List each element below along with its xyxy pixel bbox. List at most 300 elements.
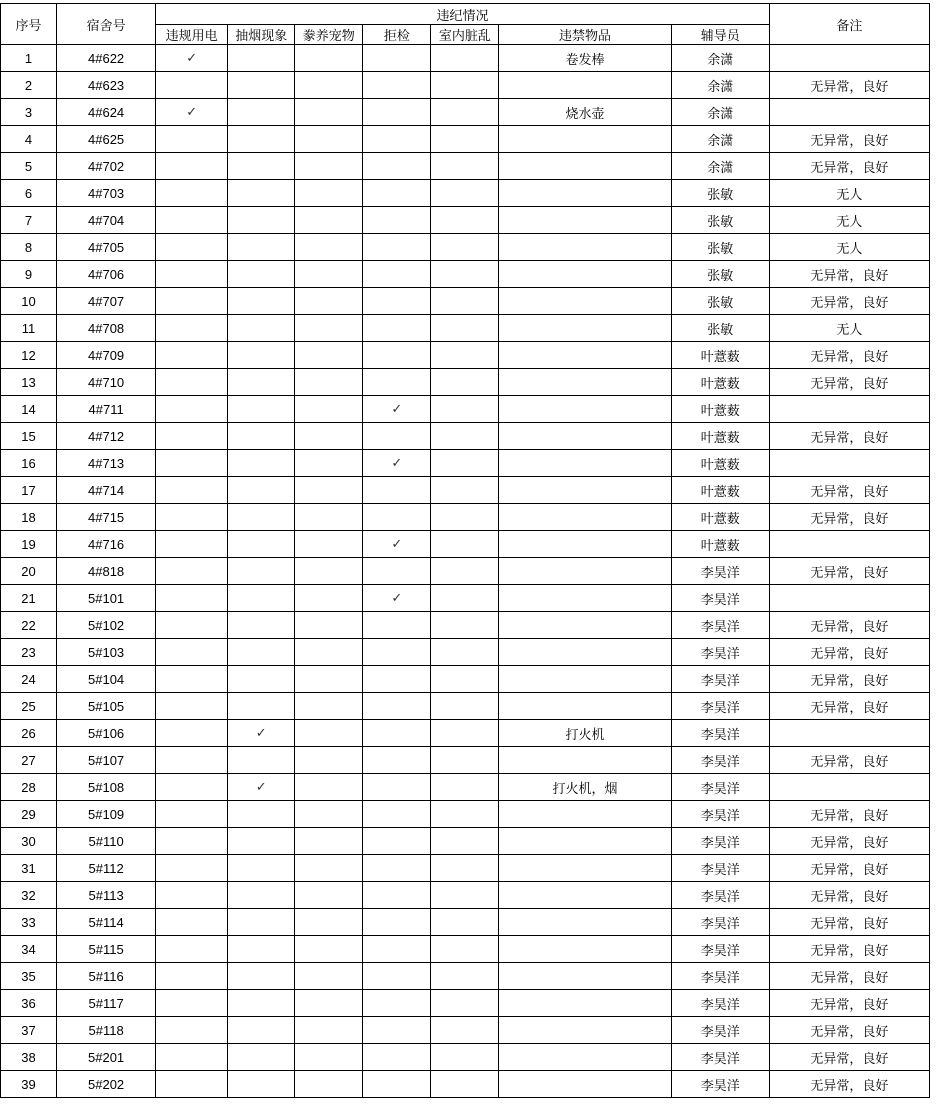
- dorm-inspection-table: [0, 3, 930, 1098]
- table-row: [1, 477, 930, 504]
- refuse-inspection-cell: [363, 747, 431, 774]
- smoking-cell: [228, 450, 295, 477]
- seq-cell: 12: [1, 342, 57, 369]
- messy-room-cell: [431, 180, 499, 207]
- table-row: [1, 558, 930, 585]
- messy-room-cell: [431, 126, 499, 153]
- illegal-electricity-cell: [156, 423, 228, 450]
- messy-room-cell: [431, 936, 499, 963]
- remark-cell: 无异常，良好: [769, 693, 929, 720]
- smoking-cell: [228, 180, 295, 207]
- counselor-cell: 李昊洋: [671, 747, 769, 774]
- illegal-electricity-cell: [156, 585, 228, 612]
- smoking-cell: [228, 558, 295, 585]
- header-smoking: 抽烟现象: [228, 25, 295, 45]
- table-row: [1, 639, 930, 666]
- remark-cell: 无异常，良好: [769, 882, 929, 909]
- dorm-cell: 4#703: [57, 180, 156, 207]
- smoking-cell: [228, 369, 295, 396]
- messy-room-cell: [431, 828, 499, 855]
- messy-room-cell: [431, 963, 499, 990]
- pets-cell: [295, 720, 363, 747]
- counselor-cell: 李昊洋: [671, 1017, 769, 1044]
- prohibited-item-cell: [499, 531, 671, 558]
- seq-cell: 17: [1, 477, 57, 504]
- dorm-cell: 4#709: [57, 342, 156, 369]
- header-counselor: 辅导员: [671, 25, 769, 45]
- prohibited-item-cell: [499, 828, 671, 855]
- messy-room-cell: [431, 1044, 499, 1071]
- table-row: [1, 315, 930, 342]
- prohibited-item-cell: [499, 1044, 671, 1071]
- refuse-inspection-cell: [363, 909, 431, 936]
- counselor-cell: 余潇: [671, 126, 769, 153]
- counselor-cell: 李昊洋: [671, 774, 769, 801]
- prohibited-item-cell: [499, 882, 671, 909]
- smoking-cell: [228, 882, 295, 909]
- counselor-cell: 李昊洋: [671, 1044, 769, 1071]
- header-illegal-electricity: 违规用电: [156, 25, 228, 45]
- counselor-cell: 张敏: [671, 180, 769, 207]
- table-row: [1, 99, 930, 126]
- prohibited-item-cell: [499, 693, 671, 720]
- refuse-inspection-cell: [363, 612, 431, 639]
- seq-cell: 30: [1, 828, 57, 855]
- counselor-cell: 叶薏薮: [671, 531, 769, 558]
- pets-cell: [295, 1044, 363, 1071]
- remark-cell: [769, 396, 929, 423]
- seq-cell: 37: [1, 1017, 57, 1044]
- counselor-cell: 李昊洋: [671, 585, 769, 612]
- refuse-inspection-cell: [363, 342, 431, 369]
- smoking-cell: [228, 963, 295, 990]
- dorm-cell: 5#110: [57, 828, 156, 855]
- remark-cell: 无异常，良好: [769, 72, 929, 99]
- header-pets: 豢养宠物: [295, 25, 363, 45]
- dorm-cell: 4#712: [57, 423, 156, 450]
- seq-cell: 31: [1, 855, 57, 882]
- pets-cell: [295, 882, 363, 909]
- smoking-cell: [228, 612, 295, 639]
- seq-cell: 10: [1, 288, 57, 315]
- illegal-electricity-cell: [156, 666, 228, 693]
- prohibited-item-cell: [499, 990, 671, 1017]
- refuse-inspection-cell: [363, 423, 431, 450]
- remark-cell: [769, 720, 929, 747]
- illegal-electricity-cell: [156, 963, 228, 990]
- refuse-inspection-cell: [363, 801, 431, 828]
- refuse-inspection-cell: [363, 693, 431, 720]
- pets-cell: [295, 396, 363, 423]
- counselor-cell: 李昊洋: [671, 855, 769, 882]
- messy-room-cell: [431, 531, 499, 558]
- refuse-inspection-cell: [363, 855, 431, 882]
- counselor-cell: 李昊洋: [671, 909, 769, 936]
- messy-room-cell: [431, 45, 499, 72]
- illegal-electricity-cell: [156, 801, 228, 828]
- messy-room-cell: [431, 72, 499, 99]
- prohibited-item-cell: [499, 558, 671, 585]
- dorm-cell: 5#116: [57, 963, 156, 990]
- illegal-electricity-cell: [156, 288, 228, 315]
- smoking-cell: [228, 45, 295, 72]
- illegal-electricity-cell: [156, 315, 228, 342]
- pets-cell: [295, 747, 363, 774]
- prohibited-item-cell: 烧水壶: [499, 99, 671, 126]
- dorm-cell: 5#101: [57, 585, 156, 612]
- messy-room-cell: [431, 909, 499, 936]
- table-row: [1, 909, 930, 936]
- pets-cell: [295, 639, 363, 666]
- table-row: [1, 747, 930, 774]
- messy-room-cell: [431, 882, 499, 909]
- dorm-cell: 5#105: [57, 693, 156, 720]
- refuse-inspection-cell: [363, 774, 431, 801]
- messy-room-cell: [431, 1071, 499, 1098]
- counselor-cell: 张敏: [671, 288, 769, 315]
- illegal-electricity-cell: [156, 450, 228, 477]
- illegal-electricity-cell: [156, 504, 228, 531]
- refuse-inspection-cell: [363, 288, 431, 315]
- messy-room-cell: [431, 801, 499, 828]
- header-dorm: 宿舍号: [57, 4, 156, 45]
- refuse-inspection-cell: [363, 477, 431, 504]
- messy-room-cell: [431, 477, 499, 504]
- smoking-cell: [228, 990, 295, 1017]
- smoking-cell: [228, 1071, 295, 1098]
- counselor-cell: 李昊洋: [671, 1071, 769, 1098]
- messy-room-cell: [431, 315, 499, 342]
- illegal-electricity-cell: [156, 909, 228, 936]
- pets-cell: [295, 180, 363, 207]
- table-row: [1, 369, 930, 396]
- prohibited-item-cell: [499, 72, 671, 99]
- pets-cell: [295, 558, 363, 585]
- illegal-electricity-cell: ✓: [156, 45, 228, 72]
- pets-cell: [295, 693, 363, 720]
- remark-cell: 无异常，良好: [769, 342, 929, 369]
- dorm-cell: 4#713: [57, 450, 156, 477]
- smoking-cell: [228, 828, 295, 855]
- messy-room-cell: [431, 342, 499, 369]
- dorm-cell: 5#109: [57, 801, 156, 828]
- prohibited-item-cell: [499, 666, 671, 693]
- illegal-electricity-cell: [156, 531, 228, 558]
- dorm-cell: 5#118: [57, 1017, 156, 1044]
- counselor-cell: 张敏: [671, 234, 769, 261]
- pets-cell: [295, 585, 363, 612]
- prohibited-item-cell: [499, 477, 671, 504]
- seq-cell: 29: [1, 801, 57, 828]
- dorm-cell: 4#624: [57, 99, 156, 126]
- illegal-electricity-cell: [156, 72, 228, 99]
- remark-cell: 无人: [769, 315, 929, 342]
- counselor-cell: 叶薏薮: [671, 342, 769, 369]
- remark-cell: [769, 45, 929, 72]
- pets-cell: [295, 612, 363, 639]
- counselor-cell: 叶薏薮: [671, 423, 769, 450]
- remark-cell: 无异常，良好: [769, 369, 929, 396]
- dorm-cell: 5#113: [57, 882, 156, 909]
- refuse-inspection-cell: [363, 666, 431, 693]
- counselor-cell: 李昊洋: [671, 693, 769, 720]
- smoking-cell: ✓: [228, 774, 295, 801]
- pets-cell: [295, 666, 363, 693]
- pets-cell: [295, 153, 363, 180]
- prohibited-item-cell: [499, 585, 671, 612]
- pets-cell: [295, 477, 363, 504]
- pets-cell: [295, 72, 363, 99]
- illegal-electricity-cell: [156, 153, 228, 180]
- messy-room-cell: [431, 747, 499, 774]
- remark-cell: [769, 774, 929, 801]
- prohibited-item-cell: [499, 207, 671, 234]
- messy-room-cell: [431, 990, 499, 1017]
- refuse-inspection-cell: [363, 99, 431, 126]
- pets-cell: [295, 774, 363, 801]
- messy-room-cell: [431, 504, 499, 531]
- remark-cell: [769, 585, 929, 612]
- table-row: [1, 72, 930, 99]
- refuse-inspection-cell: [363, 558, 431, 585]
- remark-cell: [769, 99, 929, 126]
- remark-cell: 无异常，良好: [769, 1044, 929, 1071]
- smoking-cell: [228, 504, 295, 531]
- refuse-inspection-cell: [363, 720, 431, 747]
- pets-cell: [295, 261, 363, 288]
- messy-room-cell: [431, 612, 499, 639]
- seq-cell: 3: [1, 99, 57, 126]
- prohibited-item-cell: [499, 423, 671, 450]
- dorm-cell: 4#706: [57, 261, 156, 288]
- remark-cell: 无异常，良好: [769, 261, 929, 288]
- prohibited-item-cell: [499, 639, 671, 666]
- remark-cell: 无异常，良好: [769, 828, 929, 855]
- seq-cell: 16: [1, 450, 57, 477]
- remark-cell: 无人: [769, 207, 929, 234]
- counselor-cell: 叶薏薮: [671, 504, 769, 531]
- prohibited-item-cell: 打火机: [499, 720, 671, 747]
- remark-cell: [769, 531, 929, 558]
- prohibited-item-cell: [499, 261, 671, 288]
- pets-cell: [295, 504, 363, 531]
- smoking-cell: [228, 936, 295, 963]
- dorm-cell: 5#102: [57, 612, 156, 639]
- table-row: [1, 450, 930, 477]
- pets-cell: [295, 315, 363, 342]
- refuse-inspection-cell: [363, 504, 431, 531]
- remark-cell: 无异常，良好: [769, 423, 929, 450]
- dorm-cell: 4#702: [57, 153, 156, 180]
- counselor-cell: 张敏: [671, 261, 769, 288]
- table-row: [1, 1044, 930, 1071]
- dorm-cell: 4#710: [57, 369, 156, 396]
- pets-cell: [295, 342, 363, 369]
- prohibited-item-cell: [499, 180, 671, 207]
- smoking-cell: [228, 801, 295, 828]
- smoking-cell: [228, 666, 295, 693]
- refuse-inspection-cell: [363, 126, 431, 153]
- table-body: [1, 45, 930, 1098]
- counselor-cell: 李昊洋: [671, 612, 769, 639]
- smoking-cell: [228, 909, 295, 936]
- smoking-cell: [228, 747, 295, 774]
- pets-cell: [295, 207, 363, 234]
- header-violations-group: 违纪情况: [156, 4, 770, 25]
- illegal-electricity-cell: [156, 396, 228, 423]
- prohibited-item-cell: [499, 342, 671, 369]
- prohibited-item-cell: 卷发棒: [499, 45, 671, 72]
- dorm-cell: 5#103: [57, 639, 156, 666]
- counselor-cell: 余潇: [671, 72, 769, 99]
- table-row: [1, 666, 930, 693]
- prohibited-item-cell: [499, 369, 671, 396]
- seq-cell: 35: [1, 963, 57, 990]
- remark-cell: 无异常，良好: [769, 936, 929, 963]
- remark-cell: 无异常，良好: [769, 504, 929, 531]
- remark-cell: 无人: [769, 180, 929, 207]
- remark-cell: 无异常，良好: [769, 153, 929, 180]
- table-row: [1, 180, 930, 207]
- prohibited-item-cell: [499, 126, 671, 153]
- seq-cell: 2: [1, 72, 57, 99]
- pets-cell: [295, 126, 363, 153]
- table-row: [1, 1017, 930, 1044]
- remark-cell: 无人: [769, 234, 929, 261]
- prohibited-item-cell: [499, 504, 671, 531]
- header-prohibited-items: 违禁物品: [499, 25, 671, 45]
- refuse-inspection-cell: [363, 153, 431, 180]
- illegal-electricity-cell: [156, 612, 228, 639]
- illegal-electricity-cell: [156, 1044, 228, 1071]
- smoking-cell: [228, 234, 295, 261]
- prohibited-item-cell: [499, 612, 671, 639]
- prohibited-item-cell: [499, 1071, 671, 1098]
- seq-cell: 7: [1, 207, 57, 234]
- illegal-electricity-cell: [156, 477, 228, 504]
- illegal-electricity-cell: [156, 639, 228, 666]
- seq-cell: 33: [1, 909, 57, 936]
- seq-cell: 5: [1, 153, 57, 180]
- smoking-cell: [228, 423, 295, 450]
- seq-cell: 14: [1, 396, 57, 423]
- dorm-cell: 5#114: [57, 909, 156, 936]
- table-row: [1, 531, 930, 558]
- remark-cell: 无异常，良好: [769, 909, 929, 936]
- dorm-cell: 5#112: [57, 855, 156, 882]
- seq-cell: 34: [1, 936, 57, 963]
- messy-room-cell: [431, 666, 499, 693]
- messy-room-cell: [431, 558, 499, 585]
- counselor-cell: 李昊洋: [671, 882, 769, 909]
- smoking-cell: [228, 72, 295, 99]
- smoking-cell: [228, 1044, 295, 1071]
- refuse-inspection-cell: [363, 234, 431, 261]
- table-row: [1, 585, 930, 612]
- seq-cell: 1: [1, 45, 57, 72]
- illegal-electricity-cell: [156, 1017, 228, 1044]
- table-row: [1, 45, 930, 72]
- table-row: [1, 801, 930, 828]
- messy-room-cell: [431, 693, 499, 720]
- illegal-electricity-cell: [156, 342, 228, 369]
- seq-cell: 11: [1, 315, 57, 342]
- pets-cell: [295, 45, 363, 72]
- remark-cell: [769, 450, 929, 477]
- counselor-cell: 叶薏薮: [671, 369, 769, 396]
- pets-cell: [295, 99, 363, 126]
- seq-cell: 38: [1, 1044, 57, 1071]
- remark-cell: 无异常，良好: [769, 1071, 929, 1098]
- seq-cell: 19: [1, 531, 57, 558]
- smoking-cell: [228, 531, 295, 558]
- pets-cell: [295, 450, 363, 477]
- messy-room-cell: [431, 720, 499, 747]
- seq-cell: 26: [1, 720, 57, 747]
- remark-cell: 无异常，良好: [769, 666, 929, 693]
- smoking-cell: ✓: [228, 720, 295, 747]
- refuse-inspection-cell: [363, 180, 431, 207]
- pets-cell: [295, 1071, 363, 1098]
- seq-cell: 39: [1, 1071, 57, 1098]
- prohibited-item-cell: [499, 450, 671, 477]
- illegal-electricity-cell: [156, 828, 228, 855]
- dorm-cell: 4#708: [57, 315, 156, 342]
- illegal-electricity-cell: [156, 936, 228, 963]
- dorm-cell: 5#107: [57, 747, 156, 774]
- counselor-cell: 李昊洋: [671, 828, 769, 855]
- illegal-electricity-cell: [156, 774, 228, 801]
- prohibited-item-cell: [499, 1017, 671, 1044]
- refuse-inspection-cell: [363, 1017, 431, 1044]
- header-refuse-inspection: 拒检: [363, 25, 431, 45]
- pets-cell: [295, 936, 363, 963]
- dorm-cell: 4#711: [57, 396, 156, 423]
- illegal-electricity-cell: [156, 126, 228, 153]
- seq-cell: 32: [1, 882, 57, 909]
- remark-cell: 无异常，良好: [769, 801, 929, 828]
- dorm-cell: 4#707: [57, 288, 156, 315]
- table-row: [1, 207, 930, 234]
- counselor-cell: 李昊洋: [671, 720, 769, 747]
- dorm-cell: 4#715: [57, 504, 156, 531]
- prohibited-item-cell: [499, 153, 671, 180]
- illegal-electricity-cell: [156, 207, 228, 234]
- smoking-cell: [228, 342, 295, 369]
- messy-room-cell: [431, 207, 499, 234]
- messy-room-cell: [431, 774, 499, 801]
- refuse-inspection-cell: [363, 315, 431, 342]
- seq-cell: 18: [1, 504, 57, 531]
- refuse-inspection-cell: [363, 828, 431, 855]
- prohibited-item-cell: [499, 801, 671, 828]
- counselor-cell: 余潇: [671, 45, 769, 72]
- dorm-cell: 5#106: [57, 720, 156, 747]
- seq-cell: 6: [1, 180, 57, 207]
- table-row: [1, 234, 930, 261]
- refuse-inspection-cell: ✓: [363, 450, 431, 477]
- smoking-cell: [228, 207, 295, 234]
- pets-cell: [295, 1017, 363, 1044]
- table-row: [1, 693, 930, 720]
- pets-cell: [295, 990, 363, 1017]
- remark-cell: 无异常，良好: [769, 990, 929, 1017]
- table-row: [1, 396, 930, 423]
- dorm-cell: 4#625: [57, 126, 156, 153]
- dorm-cell: 4#714: [57, 477, 156, 504]
- table-row: [1, 342, 930, 369]
- seq-cell: 9: [1, 261, 57, 288]
